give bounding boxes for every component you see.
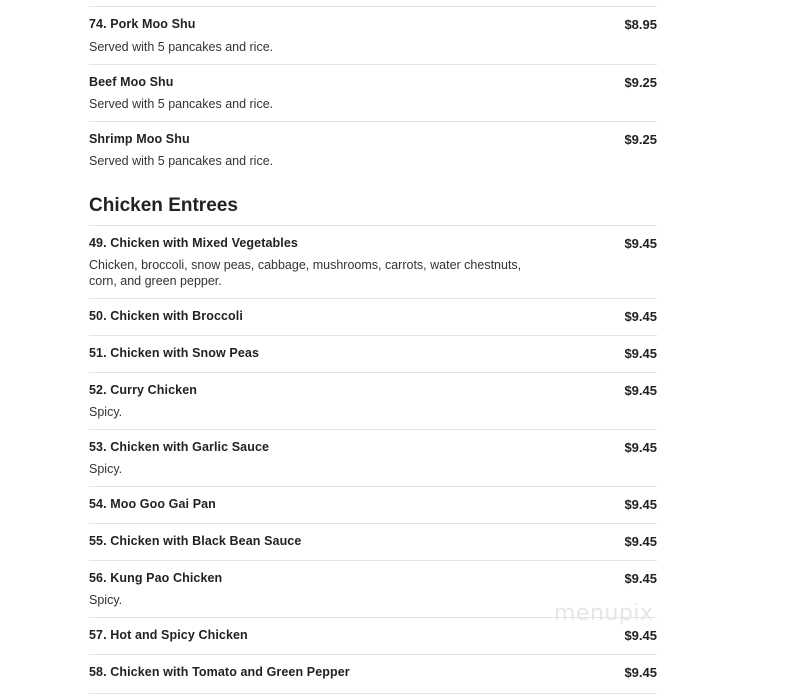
item-price: $9.45 [624, 440, 657, 455]
list-item[interactable] [89, 335, 657, 373]
item-name: Shrimp Moo Shu [89, 132, 190, 146]
item-price: $8.95 [624, 17, 657, 32]
item-name: 54. Moo Goo Gai Pan [89, 497, 216, 511]
item-name: 56. Kung Pao Chicken [89, 571, 223, 585]
item-price: $9.45 [624, 309, 657, 324]
list-item[interactable] [89, 121, 657, 178]
item-name: 57. Hot and Spicy Chicken [89, 628, 248, 642]
item-price: $9.45 [624, 665, 657, 680]
list-item[interactable] [89, 486, 657, 524]
list-item[interactable] [89, 225, 657, 299]
item-price: $9.45 [624, 236, 657, 251]
list-item[interactable] [89, 654, 657, 694]
item-name: 50. Chicken with Broccoli [89, 309, 243, 323]
item-name: 51. Chicken with Snow Peas [89, 346, 260, 360]
item-price: $9.25 [624, 132, 657, 147]
item-description: Chicken, broccoli, snow peas, cabbage, mushrooms, carrots, water chestnuts, corn, and green pepper. [89, 258, 522, 288]
item-name: 55. Chicken with Black Bean Sauce [89, 534, 302, 548]
item-name: 74. Pork Moo Shu [89, 17, 196, 31]
item-price: $9.45 [624, 628, 657, 643]
list-item[interactable] [89, 429, 657, 487]
item-name: 52. Curry Chicken [89, 383, 197, 397]
item-price: $9.45 [624, 534, 657, 549]
item-price: $9.45 [624, 497, 657, 512]
watermark-logo: menupix [554, 601, 654, 626]
section-title: Chicken Entrees [89, 195, 238, 216]
item-description: Spicy. [89, 593, 123, 607]
item-description: Served with 5 pancakes and rice. [89, 97, 274, 111]
item-description: Served with 5 pancakes and rice. [89, 154, 274, 168]
item-name: 53. Chicken with Garlic Sauce [89, 440, 270, 454]
list-item[interactable] [89, 372, 657, 430]
item-price: $9.45 [624, 383, 657, 398]
item-price: $9.45 [624, 571, 657, 586]
item-name: 49. Chicken with Mixed Vegetables [89, 236, 298, 250]
item-description: Spicy. [89, 462, 123, 476]
item-name: Beef Moo Shu [89, 75, 174, 89]
list-item[interactable] [89, 523, 657, 561]
list-item[interactable] [89, 6, 657, 64]
list-item[interactable] [89, 64, 657, 121]
list-item[interactable] [89, 298, 657, 336]
item-name: 58. Chicken with Tomato and Green Pepper [89, 665, 350, 679]
item-price: $9.25 [624, 75, 657, 90]
item-price: $9.45 [624, 346, 657, 361]
item-description: Served with 5 pancakes and rice. [89, 40, 274, 54]
item-description: Spicy. [89, 405, 123, 419]
